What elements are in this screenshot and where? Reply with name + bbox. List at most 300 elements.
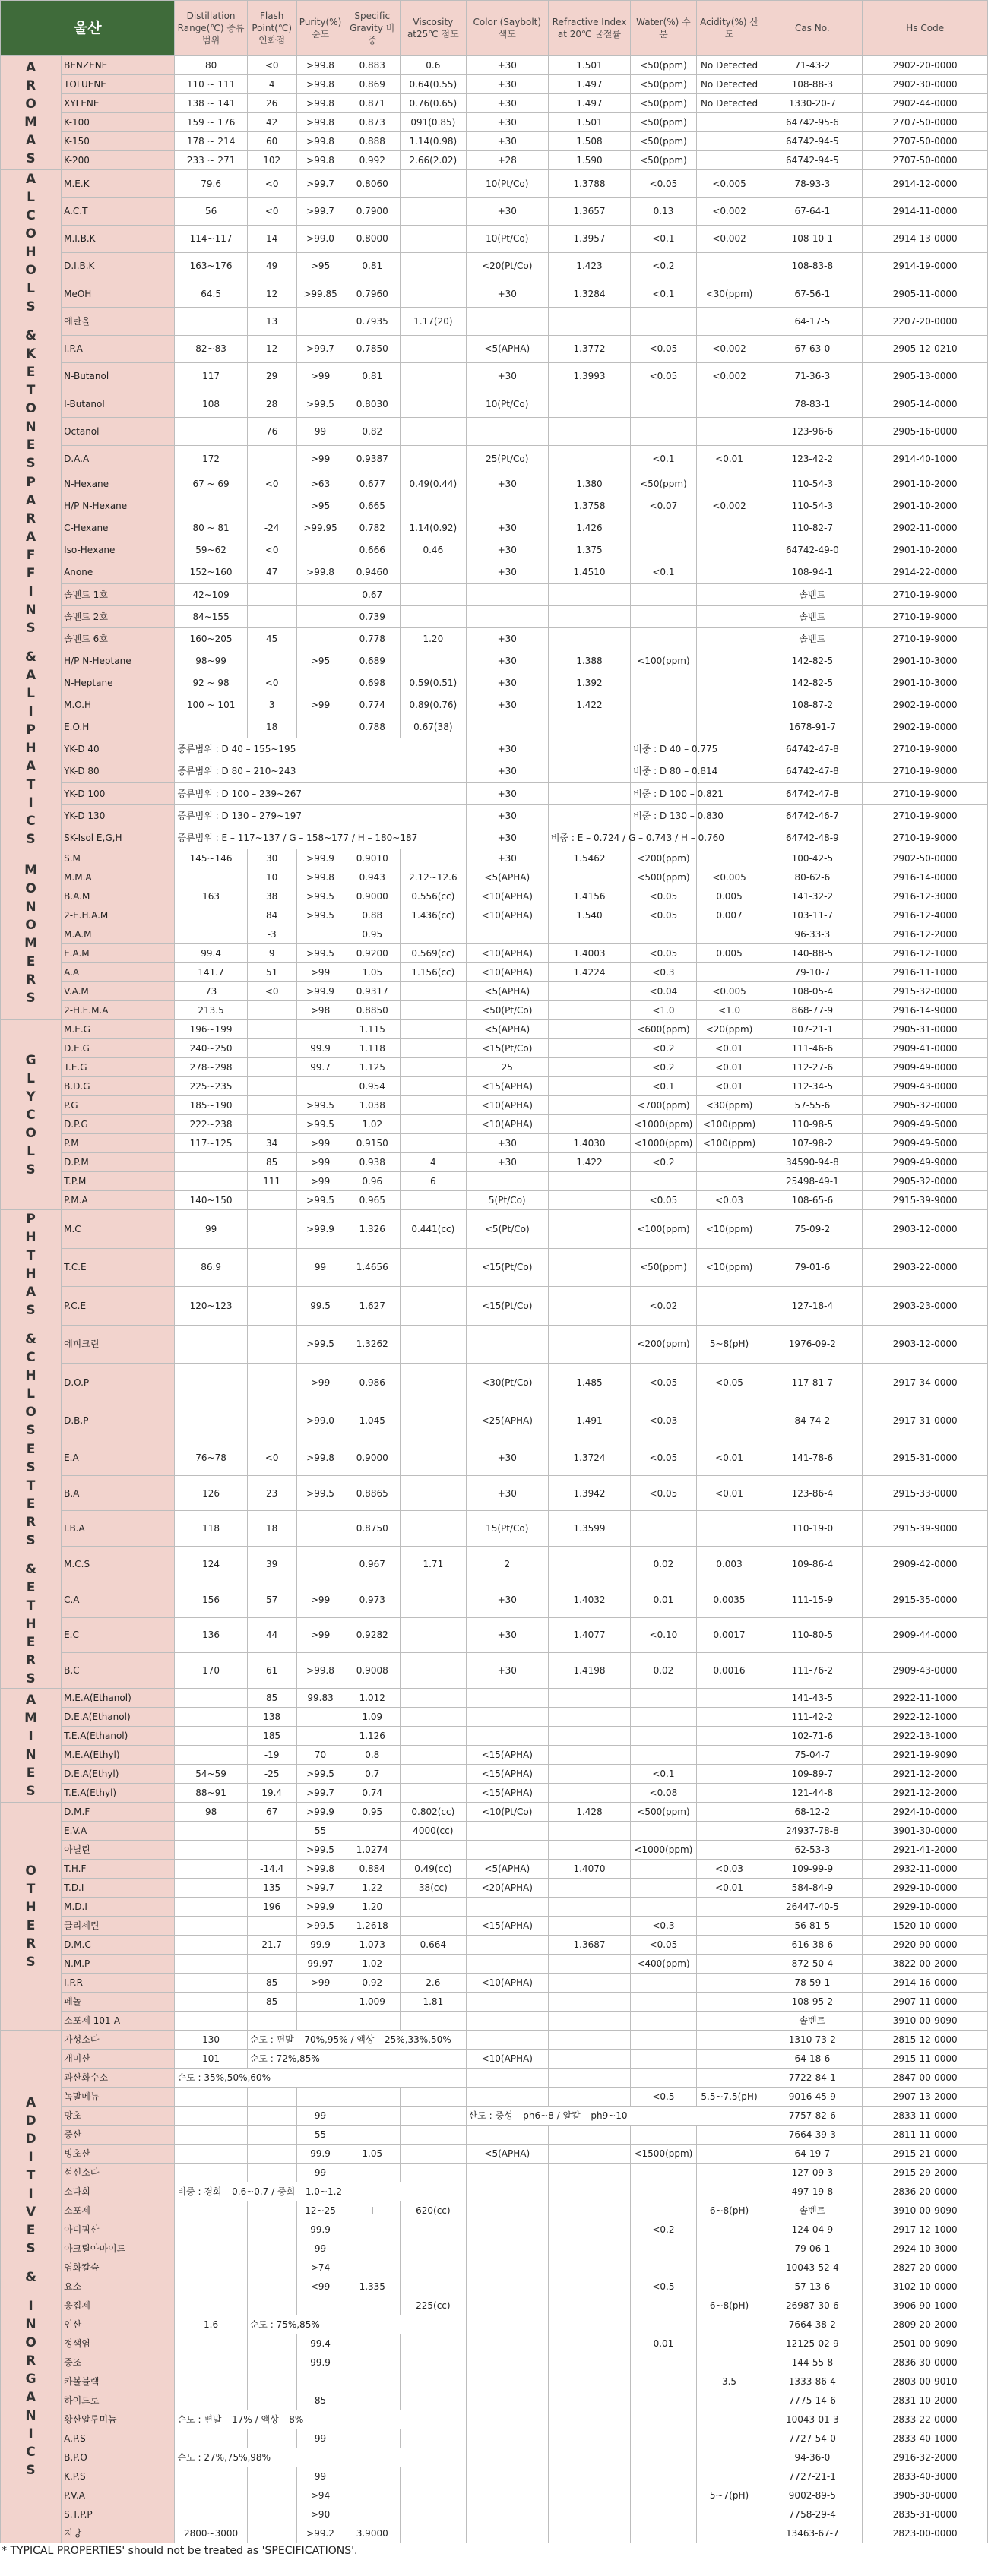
table-cell bbox=[631, 583, 697, 605]
table-cell: 1.3657 bbox=[548, 198, 630, 225]
table-cell: <0.005 bbox=[696, 170, 762, 198]
table-cell: 1.02 bbox=[344, 1955, 401, 1974]
table-cell: 0.01 bbox=[631, 1582, 697, 1617]
table-cell bbox=[175, 1917, 247, 1936]
table-cell: 6~8(pH) bbox=[696, 2201, 762, 2220]
table-cell bbox=[401, 1001, 467, 1020]
table-cell: 99 bbox=[296, 418, 344, 445]
table-cell: 2710-19-9000 bbox=[863, 627, 988, 650]
category-letter: K bbox=[25, 346, 36, 362]
table-cell: 0.664 bbox=[401, 1936, 467, 1955]
table-cell bbox=[401, 925, 467, 944]
table-cell: 111-76-2 bbox=[762, 1653, 863, 1689]
table-cell: 111-42-2 bbox=[762, 1708, 863, 1727]
table-cell: 84-74-2 bbox=[762, 1402, 863, 1440]
table-cell bbox=[631, 2372, 697, 2391]
table-row bbox=[1, 2050, 988, 2069]
table-cell: 59~62 bbox=[175, 539, 247, 561]
table-row bbox=[1, 782, 988, 804]
table-cell: +30 bbox=[466, 738, 548, 760]
table-cell bbox=[696, 605, 762, 627]
table-cell: 1.3284 bbox=[548, 280, 630, 308]
table-cell bbox=[548, 2486, 630, 2505]
table-row bbox=[1, 1784, 988, 1803]
table-cell: 19.4 bbox=[247, 1784, 296, 1803]
table-cell bbox=[696, 252, 762, 280]
table-cell: 5(Pt/Co) bbox=[466, 1191, 548, 1210]
table-cell bbox=[466, 2315, 548, 2334]
table-cell: +30 bbox=[466, 627, 548, 650]
table-cell: 56-81-5 bbox=[762, 1917, 863, 1936]
table-cell: +30 bbox=[466, 1440, 548, 1476]
table-cell bbox=[344, 1822, 401, 1841]
table-cell: 127-18-4 bbox=[762, 1287, 863, 1326]
product-name: P.C.E bbox=[62, 1287, 175, 1326]
table-cell bbox=[175, 925, 247, 944]
product-name: Octanol bbox=[62, 418, 175, 445]
table-cell bbox=[175, 2334, 247, 2353]
table-cell bbox=[696, 2145, 762, 2164]
table-cell bbox=[631, 2012, 697, 2031]
table-cell: 616-38-6 bbox=[762, 1936, 863, 1955]
table-cell: 99.9 bbox=[296, 2145, 344, 2164]
table-cell: 99.9 bbox=[296, 2353, 344, 2372]
table-cell: <5(APHA) bbox=[466, 982, 548, 1001]
table-row bbox=[1, 473, 988, 495]
table-cell: <0.05 bbox=[631, 1440, 697, 1476]
table-cell: 160~205 bbox=[175, 627, 247, 650]
product-name: K-200 bbox=[62, 151, 175, 170]
category-label bbox=[1, 473, 62, 849]
table-cell bbox=[247, 1287, 296, 1326]
table-cell bbox=[247, 1115, 296, 1134]
table-cell: <10(APHA) bbox=[466, 963, 548, 982]
table-cell: 2929-10-0000 bbox=[863, 1879, 988, 1898]
category-letter bbox=[3, 1320, 59, 1330]
table-cell: 2836-30-0000 bbox=[863, 2353, 988, 2372]
table-row bbox=[1, 2429, 988, 2448]
table-cell: <20(Pt/Co) bbox=[466, 252, 548, 280]
table-row bbox=[1, 1191, 988, 1210]
table-cell bbox=[696, 2182, 762, 2201]
table-cell: 1.497 bbox=[548, 94, 630, 113]
table-cell: 99 bbox=[296, 2467, 344, 2486]
plant-title: 울산 bbox=[1, 1, 175, 56]
table-cell bbox=[401, 390, 467, 418]
category-letter: E bbox=[26, 1765, 36, 1781]
product-name: 에탄올 bbox=[62, 308, 175, 335]
category-letter: T bbox=[26, 777, 36, 792]
table-cell: 110-82-7 bbox=[762, 517, 863, 539]
table-cell: 107-98-2 bbox=[762, 1134, 863, 1153]
table-cell bbox=[175, 2353, 247, 2372]
category-letter: F bbox=[26, 566, 36, 581]
table-cell: 64742-94-5 bbox=[762, 151, 863, 170]
category-letter: I bbox=[28, 2186, 33, 2201]
table-cell: <0.03 bbox=[696, 1191, 762, 1210]
table-cell: 2902-11-0000 bbox=[863, 517, 988, 539]
table-cell: 1.4030 bbox=[548, 1134, 630, 1153]
table-cell bbox=[631, 2069, 697, 2088]
table-cell: 1.045 bbox=[344, 1402, 401, 1440]
table-cell: 2917-12-1000 bbox=[863, 2220, 988, 2239]
table-cell bbox=[401, 225, 467, 252]
table-cell: <50(ppm) bbox=[631, 113, 697, 132]
table-cell: >74 bbox=[296, 2258, 344, 2277]
table-row bbox=[1, 1974, 988, 1993]
table-cell: 2909-49-5000 bbox=[863, 1115, 988, 1134]
table-cell bbox=[631, 2031, 697, 2050]
table-cell: +30 bbox=[466, 1475, 548, 1511]
table-cell: 12 bbox=[247, 335, 296, 362]
table-cell bbox=[631, 627, 697, 650]
table-cell: 2915-31-0000 bbox=[863, 1440, 988, 1476]
table-cell: 1.073 bbox=[344, 1936, 401, 1955]
table-cell bbox=[247, 2505, 296, 2524]
table-cell: <99 bbox=[296, 2277, 344, 2296]
table-row bbox=[1, 362, 988, 390]
table-cell bbox=[696, 1974, 762, 1993]
table-cell: >99.8 bbox=[296, 868, 344, 887]
product-name: YK-D 100 bbox=[62, 782, 175, 804]
table-cell: 111 bbox=[247, 1172, 296, 1191]
table-cell bbox=[175, 2012, 247, 2031]
table-cell: 29 bbox=[247, 362, 296, 390]
table-cell: <0 bbox=[247, 1440, 296, 1476]
table-cell bbox=[696, 716, 762, 738]
table-cell: 0.992 bbox=[344, 151, 401, 170]
table-cell: 225(cc) bbox=[401, 2296, 467, 2315]
category-letter: M bbox=[24, 114, 37, 130]
table-cell: 4 bbox=[247, 75, 296, 94]
table-row bbox=[1, 2107, 988, 2126]
table-cell bbox=[548, 2296, 630, 2315]
table-cell: 2915-39-9000 bbox=[863, 1191, 988, 1210]
table-cell bbox=[696, 561, 762, 583]
table-cell: 75-09-2 bbox=[762, 1210, 863, 1249]
table-cell bbox=[401, 849, 467, 868]
table-cell: >99 bbox=[296, 1974, 344, 1993]
table-cell bbox=[247, 1058, 296, 1077]
table-cell bbox=[466, 925, 548, 944]
category-letter: H bbox=[25, 1899, 36, 1915]
table-row bbox=[1, 1617, 988, 1653]
table-cell bbox=[247, 1096, 296, 1115]
table-body bbox=[1, 56, 988, 2543]
table-cell: 0.9317 bbox=[344, 982, 401, 1001]
table-cell: 163 bbox=[175, 887, 247, 906]
table-cell: 2811-11-0000 bbox=[863, 2126, 988, 2145]
table-cell bbox=[296, 1077, 344, 1096]
table-cell: 64742-49-0 bbox=[762, 539, 863, 561]
table-cell: 102 bbox=[247, 151, 296, 170]
category-letter: L bbox=[27, 686, 35, 701]
category-letter: R bbox=[26, 1653, 36, 1668]
product-name: 염화칼슘 bbox=[62, 2258, 175, 2277]
table-cell bbox=[466, 2012, 548, 2031]
table-cell bbox=[401, 445, 467, 473]
table-cell: 2914-12-0000 bbox=[863, 170, 988, 198]
table-cell bbox=[631, 1974, 697, 1993]
table-cell: 1.125 bbox=[344, 1058, 401, 1077]
table-cell: 99.5 bbox=[296, 1287, 344, 1326]
table-cell bbox=[631, 2486, 697, 2505]
table-cell bbox=[296, 583, 344, 605]
table-cell: 1.012 bbox=[344, 1689, 401, 1708]
table-cell: 1.501 bbox=[548, 113, 630, 132]
table-cell bbox=[696, 1727, 762, 1746]
product-name: K.P.S bbox=[62, 2467, 175, 2486]
category-letter: O bbox=[25, 1863, 36, 1879]
category-label bbox=[1, 849, 62, 1020]
table-cell: 145~146 bbox=[175, 849, 247, 868]
table-cell bbox=[466, 1822, 548, 1841]
table-cell: >99.8 bbox=[296, 56, 344, 75]
table-cell bbox=[548, 1287, 630, 1326]
table-cell bbox=[401, 2429, 467, 2448]
table-cell: 0.698 bbox=[344, 672, 401, 694]
table-cell: 1.3724 bbox=[548, 1440, 630, 1476]
table-cell: +30 bbox=[466, 827, 548, 849]
table-cell: 99.9 bbox=[296, 1039, 344, 1058]
table-cell: 24937-78-8 bbox=[762, 1822, 863, 1841]
table-cell bbox=[466, 2164, 548, 2182]
table-cell bbox=[247, 1822, 296, 1841]
table-cell bbox=[175, 2145, 247, 2164]
table-cell bbox=[401, 2277, 467, 2296]
table-cell bbox=[247, 2012, 296, 2031]
table-cell bbox=[631, 2050, 697, 2069]
table-cell: 141-78-6 bbox=[762, 1440, 863, 1476]
table-row bbox=[1, 445, 988, 473]
table-cell: 1.14(0.98) bbox=[401, 132, 467, 151]
table-cell: 1.81 bbox=[401, 1993, 467, 2012]
table-cell: 1.3993 bbox=[548, 362, 630, 390]
table-cell: 98 bbox=[175, 1803, 247, 1822]
table-cell: +30 bbox=[466, 1153, 548, 1172]
table-cell: 10(Pt/Co) bbox=[466, 225, 548, 252]
table-cell bbox=[548, 2088, 630, 2107]
category-letter bbox=[3, 316, 59, 327]
table-cell bbox=[401, 1653, 467, 1689]
table-row bbox=[1, 94, 988, 113]
table-cell bbox=[175, 308, 247, 335]
table-cell bbox=[401, 1708, 467, 1727]
category-letter: C bbox=[26, 208, 36, 223]
product-name: D.B.P bbox=[62, 1402, 175, 1440]
product-name: S.M bbox=[62, 849, 175, 868]
table-row bbox=[1, 650, 988, 672]
table-cell: 1.71 bbox=[401, 1547, 467, 1582]
table-cell: 185 bbox=[247, 1727, 296, 1746]
table-cell: 94-36-0 bbox=[762, 2448, 863, 2467]
table-cell: 0.9282 bbox=[344, 1617, 401, 1653]
table-row bbox=[1, 390, 988, 418]
table-cell: <0.2 bbox=[631, 2220, 697, 2239]
table-cell: 비중 : D 130 – 0.830 bbox=[631, 804, 697, 827]
table-row bbox=[1, 982, 988, 1001]
table-cell: 2815-12-0000 bbox=[863, 2031, 988, 2050]
table-cell: <0.2 bbox=[631, 252, 697, 280]
table-cell bbox=[466, 1325, 548, 1364]
table-cell: +30 bbox=[466, 694, 548, 716]
table-cell: 18 bbox=[247, 1511, 296, 1547]
table-cell bbox=[401, 1955, 467, 1974]
table-cell: 0.89(0.76) bbox=[401, 694, 467, 716]
table-cell: 2833-40-1000 bbox=[863, 2429, 988, 2448]
product-name: 소포제 101-A bbox=[62, 2012, 175, 2031]
table-cell: 1.491 bbox=[548, 1402, 630, 1440]
table-cell: 0.13 bbox=[631, 198, 697, 225]
table-cell bbox=[175, 2467, 247, 2486]
table-cell bbox=[247, 650, 296, 672]
table-row bbox=[1, 2334, 988, 2353]
table-cell: 73 bbox=[175, 982, 247, 1001]
product-name: T.C.E bbox=[62, 1248, 175, 1287]
table-cell: +30 bbox=[466, 473, 548, 495]
table-cell bbox=[247, 495, 296, 517]
table-cell bbox=[466, 2182, 548, 2201]
table-cell bbox=[175, 868, 247, 887]
product-name: M.M.A bbox=[62, 868, 175, 887]
table-cell: -14.4 bbox=[247, 1860, 296, 1879]
table-cell bbox=[344, 2258, 401, 2277]
table-cell bbox=[296, 627, 344, 650]
table-cell: >63 bbox=[296, 473, 344, 495]
table-cell bbox=[548, 2145, 630, 2164]
table-cell bbox=[696, 151, 762, 170]
table-cell: 86.9 bbox=[175, 1248, 247, 1287]
category-letter: R bbox=[26, 972, 36, 988]
table-cell bbox=[296, 539, 344, 561]
table-cell bbox=[247, 2429, 296, 2448]
table-cell bbox=[631, 2467, 697, 2486]
table-cell bbox=[548, 1974, 630, 1993]
product-name: B.A.M bbox=[62, 887, 175, 906]
table-cell bbox=[247, 2126, 296, 2145]
table-cell: 2922-12-1000 bbox=[863, 1708, 988, 1727]
table-cell: <15(Pt/Co) bbox=[466, 1039, 548, 1058]
table-cell bbox=[247, 1191, 296, 1210]
table-cell: 92 ~ 98 bbox=[175, 672, 247, 694]
product-name: M.E.K bbox=[62, 170, 175, 198]
table-cell: 25 bbox=[466, 1058, 548, 1077]
table-cell: >99.5 bbox=[296, 1475, 344, 1511]
table-cell bbox=[247, 2088, 296, 2107]
table-cell: 2916-12-4000 bbox=[863, 906, 988, 925]
table-cell: <0.1 bbox=[631, 445, 697, 473]
table-cell bbox=[401, 1058, 467, 1077]
table-cell: >99.5 bbox=[296, 906, 344, 925]
table-cell bbox=[696, 1841, 762, 1860]
table-cell bbox=[466, 308, 548, 335]
table-cell: >99.8 bbox=[296, 1653, 344, 1689]
table-cell bbox=[696, 2353, 762, 2372]
category-letter: S bbox=[26, 2463, 36, 2478]
table-cell: 2903-12-0000 bbox=[863, 1210, 988, 1249]
table-cell: 156 bbox=[175, 1582, 247, 1617]
category-letter: T bbox=[26, 1478, 36, 1493]
table-cell: >95 bbox=[296, 650, 344, 672]
table-cell bbox=[548, 1727, 630, 1746]
table-cell bbox=[696, 2050, 762, 2069]
category-letter: E bbox=[26, 365, 36, 380]
table-cell: 144-55-8 bbox=[762, 2353, 863, 2372]
table-cell: 222~238 bbox=[175, 1115, 247, 1134]
table-cell: >99 bbox=[296, 963, 344, 982]
category-letter: E bbox=[26, 1917, 36, 1933]
table-cell bbox=[548, 1096, 630, 1115]
table-cell: 26987-30-6 bbox=[762, 2296, 863, 2315]
table-cell bbox=[548, 1955, 630, 1974]
table-cell: 2917-31-0000 bbox=[863, 1402, 988, 1440]
table-row bbox=[1, 2410, 988, 2429]
table-cell: 1.3788 bbox=[548, 170, 630, 198]
table-cell: 70 bbox=[296, 1746, 344, 1765]
table-cell: 2207-20-0000 bbox=[863, 308, 988, 335]
table-cell bbox=[344, 2220, 401, 2239]
category-letter bbox=[3, 2287, 59, 2297]
category-letter: & bbox=[25, 2270, 36, 2285]
table-cell: <0.05 bbox=[631, 170, 697, 198]
table-cell bbox=[175, 418, 247, 445]
table-cell bbox=[696, 1153, 762, 1172]
table-cell bbox=[401, 1020, 467, 1039]
category-letter: O bbox=[25, 1125, 36, 1141]
category-letter: R bbox=[26, 511, 36, 526]
table-cell: <0.01 bbox=[696, 1475, 762, 1511]
table-cell: 26447-40-5 bbox=[762, 1898, 863, 1917]
table-cell: 1.4156 bbox=[548, 887, 630, 906]
table-cell: 2915-11-0000 bbox=[863, 2050, 988, 2069]
header-flash-point: Flash Point(℃) 인화점 bbox=[247, 1, 296, 56]
product-name: 솔벤트 2호 bbox=[62, 605, 175, 627]
table-cell bbox=[696, 2258, 762, 2277]
table-cell: 138 ~ 141 bbox=[175, 94, 247, 113]
table-cell: 2707-50-0000 bbox=[863, 151, 988, 170]
table-cell: <5(APHA) bbox=[466, 868, 548, 887]
table-cell: 108-88-3 bbox=[762, 75, 863, 94]
table-cell: 1.436(cc) bbox=[401, 906, 467, 925]
table-cell: 2827-20-0000 bbox=[863, 2258, 988, 2277]
table-cell bbox=[247, 445, 296, 473]
table-cell: 0.666 bbox=[344, 539, 401, 561]
table-cell: 0.873 bbox=[344, 113, 401, 132]
table-cell bbox=[175, 1822, 247, 1841]
product-name: Anone bbox=[62, 561, 175, 583]
table-cell bbox=[401, 280, 467, 308]
table-cell bbox=[247, 1364, 296, 1402]
table-cell: 2905-11-0000 bbox=[863, 280, 988, 308]
category-letter: S bbox=[26, 1162, 36, 1177]
table-cell: 99 bbox=[296, 2107, 344, 2126]
category-letter: I bbox=[28, 1728, 33, 1744]
table-cell: 196 bbox=[247, 1898, 296, 1917]
table-cell: 2835-31-0000 bbox=[863, 2505, 988, 2524]
product-name: YK-D 80 bbox=[62, 760, 175, 782]
table-cell: 108 bbox=[175, 390, 247, 418]
table-cell: 2823-00-0000 bbox=[863, 2524, 988, 2543]
table-cell: 1.3599 bbox=[548, 1511, 630, 1547]
table-cell bbox=[344, 2391, 401, 2410]
table-cell: 0.95 bbox=[344, 925, 401, 944]
table-cell: No Detected bbox=[696, 94, 762, 113]
table-row bbox=[1, 170, 988, 198]
table-cell bbox=[548, 2012, 630, 2031]
table-cell: 2907-13-2000 bbox=[863, 2088, 988, 2107]
table-cell bbox=[247, 605, 296, 627]
table-cell: 2903-22-0000 bbox=[863, 1248, 988, 1287]
